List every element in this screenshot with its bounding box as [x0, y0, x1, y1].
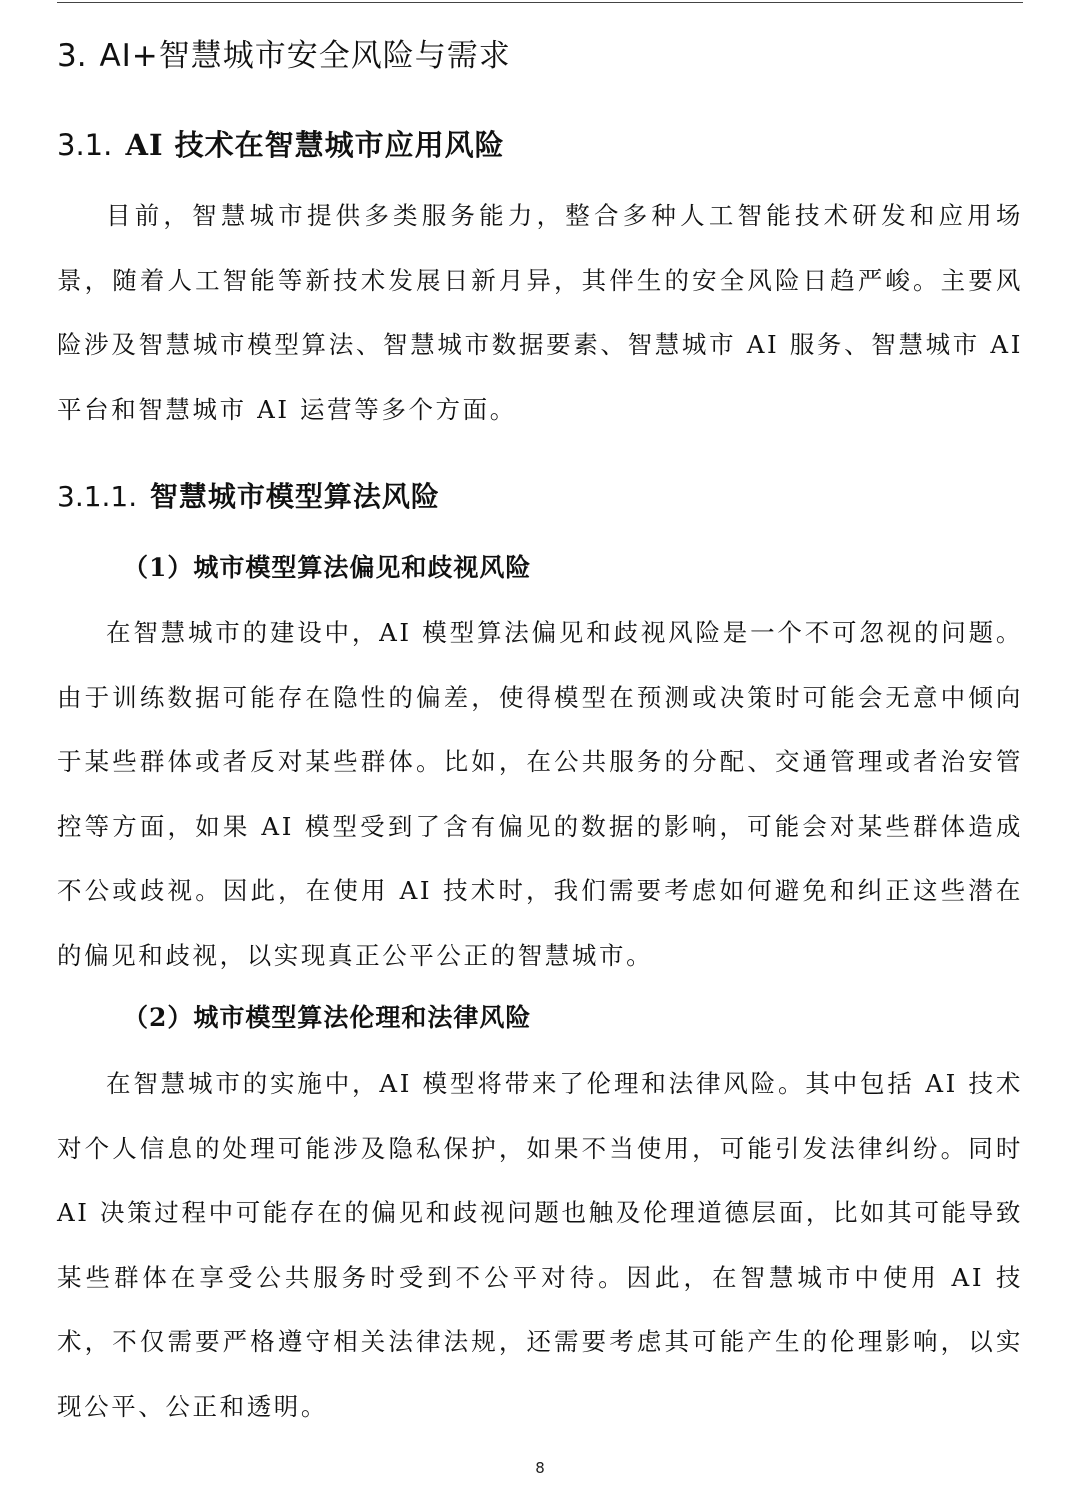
section-heading: [57, 30, 511, 82]
subsubsection-heading: [57, 471, 440, 523]
page-number: 8: [535, 1459, 545, 1477]
item-paragraph-2: 在智慧城市的实施中，AI 模型将带来了伦理和法律风险。其中包括 AI 技术对个人信息的处理可能涉及隐私保护，如果不当使用，可能引发法律纠纷。同时 AI 决策过程中可能存在的偏见和歧视问题也触及伦理道德层面，比如其可能导致某些群体在享受公共服务时受到不公平对待。因此，在智慧城市中使用 AI 技术，不仅需要严格遵守相关法律法规，还需要考虑其可能产生的伦理影响，以实现公平、公正和透明。: [57, 1069, 1023, 1421]
subsubsection-number: 3.1.1.: [57, 480, 138, 513]
subsubsection-title: 智慧城市模型算法风险: [149, 480, 440, 513]
item-heading-2: （2）城市模型算法伦理和法律风险: [123, 1003, 532, 1032]
section-number: 3.: [57, 38, 87, 74]
subsection-heading: [57, 119, 505, 171]
intro-paragraph: 目前，智慧城市提供多类服务能力，整合多种人工智能技术研发和应用场景，随着人工智能等新技术发展日新月异，其伴生的安全风险日趋严峻。主要风险涉及智慧城市模型算法、智慧城市数据要素、智慧城市 AI 服务、智慧城市 AI 平台和智慧城市 AI 运营等多个方面。: [57, 201, 1023, 424]
header-rule: [57, 2, 1023, 3]
item-heading-1: （1）城市模型算法偏见和歧视风险: [123, 553, 532, 582]
subsection-title: AI 技术在智慧城市应用风险: [125, 128, 505, 162]
section-title: AI+智慧城市安全风险与需求: [99, 38, 511, 74]
item-paragraph-1: 在智慧城市的建设中，AI 模型算法偏见和歧视风险是一个不可忽视的问题。由于训练数据可能存在隐性的偏差，使得模型在预测或决策时可能会无意中倾向于某些群体或者反对某些群体。比如，在公共服务的分配、交通管理或者治安管控等方面，如果 AI 模型受到了含有偏见的数据的影响，可能会对某些群体造成不公或歧视。因此，在使用 AI 技术时，我们需要考虑如何避免和纠正这些潜在的偏见和歧视，以实现真正公平公正的智慧城市。: [57, 618, 1023, 970]
subsection-number: 3.1.: [57, 128, 113, 162]
